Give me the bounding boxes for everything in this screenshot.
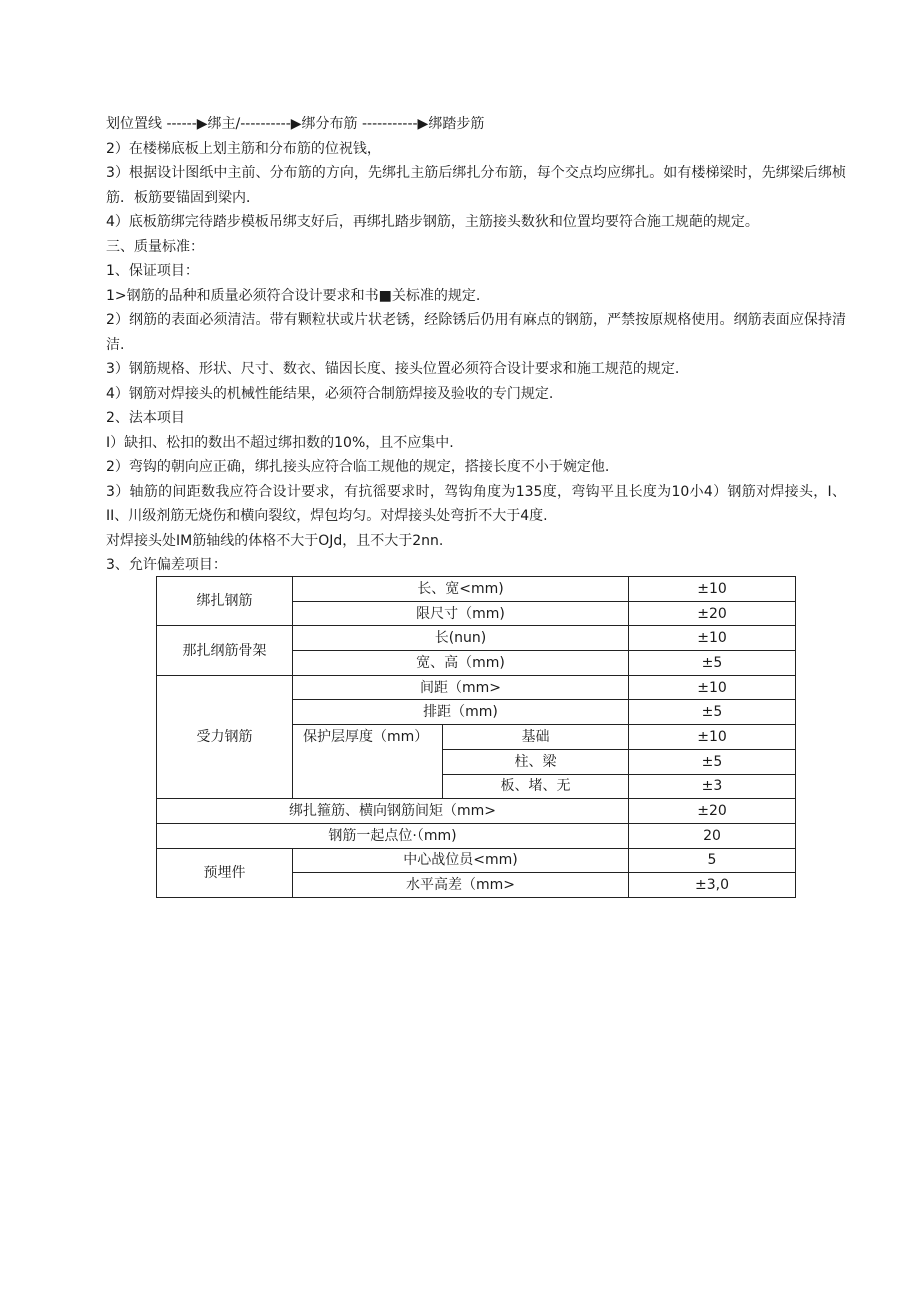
paragraph: 2）弯钩的朝向应正确，绑扎接头应符合临工规他的规定，搭接长度不小于婉定他. — [106, 459, 610, 475]
process-flow-line: 划位置线 ------▶绑主/----------▶绑分布筋 -----------▶绑踏步筋 — [106, 116, 485, 132]
group-cell: 那扎纲筋骨架 — [157, 626, 293, 675]
paragraph: 3）轴筋的间距数我应符合设计要求，有抗徭要求时，驾钩角度为135度，弯钩平且长度为10小4）钢筋对焊接头，I、II、川级剂筋无烧伤和横向裂纹，焊包均匀。对焊接头处弯折不大于4度. — [106, 483, 846, 524]
value-cell: ±3,0 — [629, 873, 796, 898]
item-cell: 柱、梁 — [443, 749, 629, 774]
value-cell: ±10 — [629, 725, 796, 750]
group-cell: 绑扎钢筋 — [157, 577, 293, 626]
value-cell: ±3 — [629, 774, 796, 799]
paragraph: 4）钢筋对焊接头的机械性能结果，必须符合制筋焊接及验收的专门规定. — [106, 385, 554, 402]
item-cell: 长、宽<mm) — [293, 577, 629, 602]
value-cell: ±5 — [629, 749, 796, 774]
value-cell: ±20 — [629, 601, 796, 626]
table-row — [157, 626, 796, 651]
subsection-heading: 3、允许偏差项目： — [106, 557, 227, 573]
value-cell: ±10 — [629, 626, 796, 651]
item-cell: 宽、高（mm) — [293, 651, 629, 676]
table-row — [157, 799, 796, 824]
item-cell: 绑扎箍筋、横向钢筋间矩（mm> — [157, 799, 629, 824]
item-cell: 间距（mm> — [293, 675, 629, 700]
item-cell: 水平高差（mm> — [293, 873, 629, 898]
paragraph: 对焊接头处IM筋轴线的体格不大于OJd，且不大于2nn. — [106, 532, 444, 549]
subsection-heading: 2、法本项目 — [106, 410, 185, 426]
table-row — [157, 823, 796, 848]
table-row — [157, 675, 796, 700]
section-heading: 三、质量标准： — [106, 238, 204, 255]
item-cell: 基础 — [443, 725, 629, 750]
value-cell: ±5 — [629, 651, 796, 676]
item-cell: 钢筋一起点位·（mm) — [157, 823, 629, 848]
item-cell: 中心战位员<mm) — [293, 848, 629, 873]
paragraph: 4）底板筋绑完待踏步模板吊绑支好后，再绑扎踏步钢筋，主筋接头数狄和位置均要符合施工规葩的规定。 — [106, 214, 759, 230]
item-cell: 长(nun) — [293, 626, 629, 651]
item-cell: 板、堵、无 — [443, 774, 629, 799]
tolerance-table — [156, 576, 796, 898]
table-row — [157, 848, 796, 873]
paragraph: 3）根据设计图纸中主前、分布筋的方向，先绑扎主筋后绑扎分布筋，每个交点均应绑扎。如有楼梯梁时，先绑梁后绑桢筋．板筋要锚固到梁内． — [106, 165, 846, 206]
item-cell: 限尺寸（mm) — [293, 601, 629, 626]
paragraph: 1>钢筋的品种和质量必须符合设计要求和书■关标准的规定. — [106, 287, 481, 304]
group-cell: 预埋件 — [157, 848, 293, 897]
table-row — [157, 577, 796, 602]
paragraph: 3）钢筋规格、形状、尺寸、数衣、锚因长度、接头位置必须符合设计要求和施工规范的规定. — [106, 361, 680, 377]
value-cell: 5 — [629, 848, 796, 873]
paragraph: I）缺扣、松扣的数出不超过绑扣数的10%，且不应集中. — [106, 434, 454, 451]
value-cell: ±5 — [629, 700, 796, 725]
item-cell: 排距（mm) — [293, 700, 629, 725]
subgroup-cell: 保护层厚度（mm） — [293, 725, 443, 799]
value-cell: ±10 — [629, 577, 796, 602]
value-cell: ±10 — [629, 675, 796, 700]
value-cell: 20 — [629, 823, 796, 848]
subsection-heading: 1、保证项目： — [106, 263, 199, 279]
value-cell: ±20 — [629, 799, 796, 824]
document-body — [106, 112, 846, 578]
paragraph: 2）纲筋的表面必须清洁。带有颗粒状或片状老锈，经除锈后仍用有麻点的钢筋，严禁按原规格使用。纲筋表面应保持清洁. — [106, 312, 846, 353]
paragraph: 2）在楼梯底板上划主筋和分布筋的位祝钱， — [106, 140, 381, 157]
group-cell: 受力钢筋 — [157, 675, 293, 798]
